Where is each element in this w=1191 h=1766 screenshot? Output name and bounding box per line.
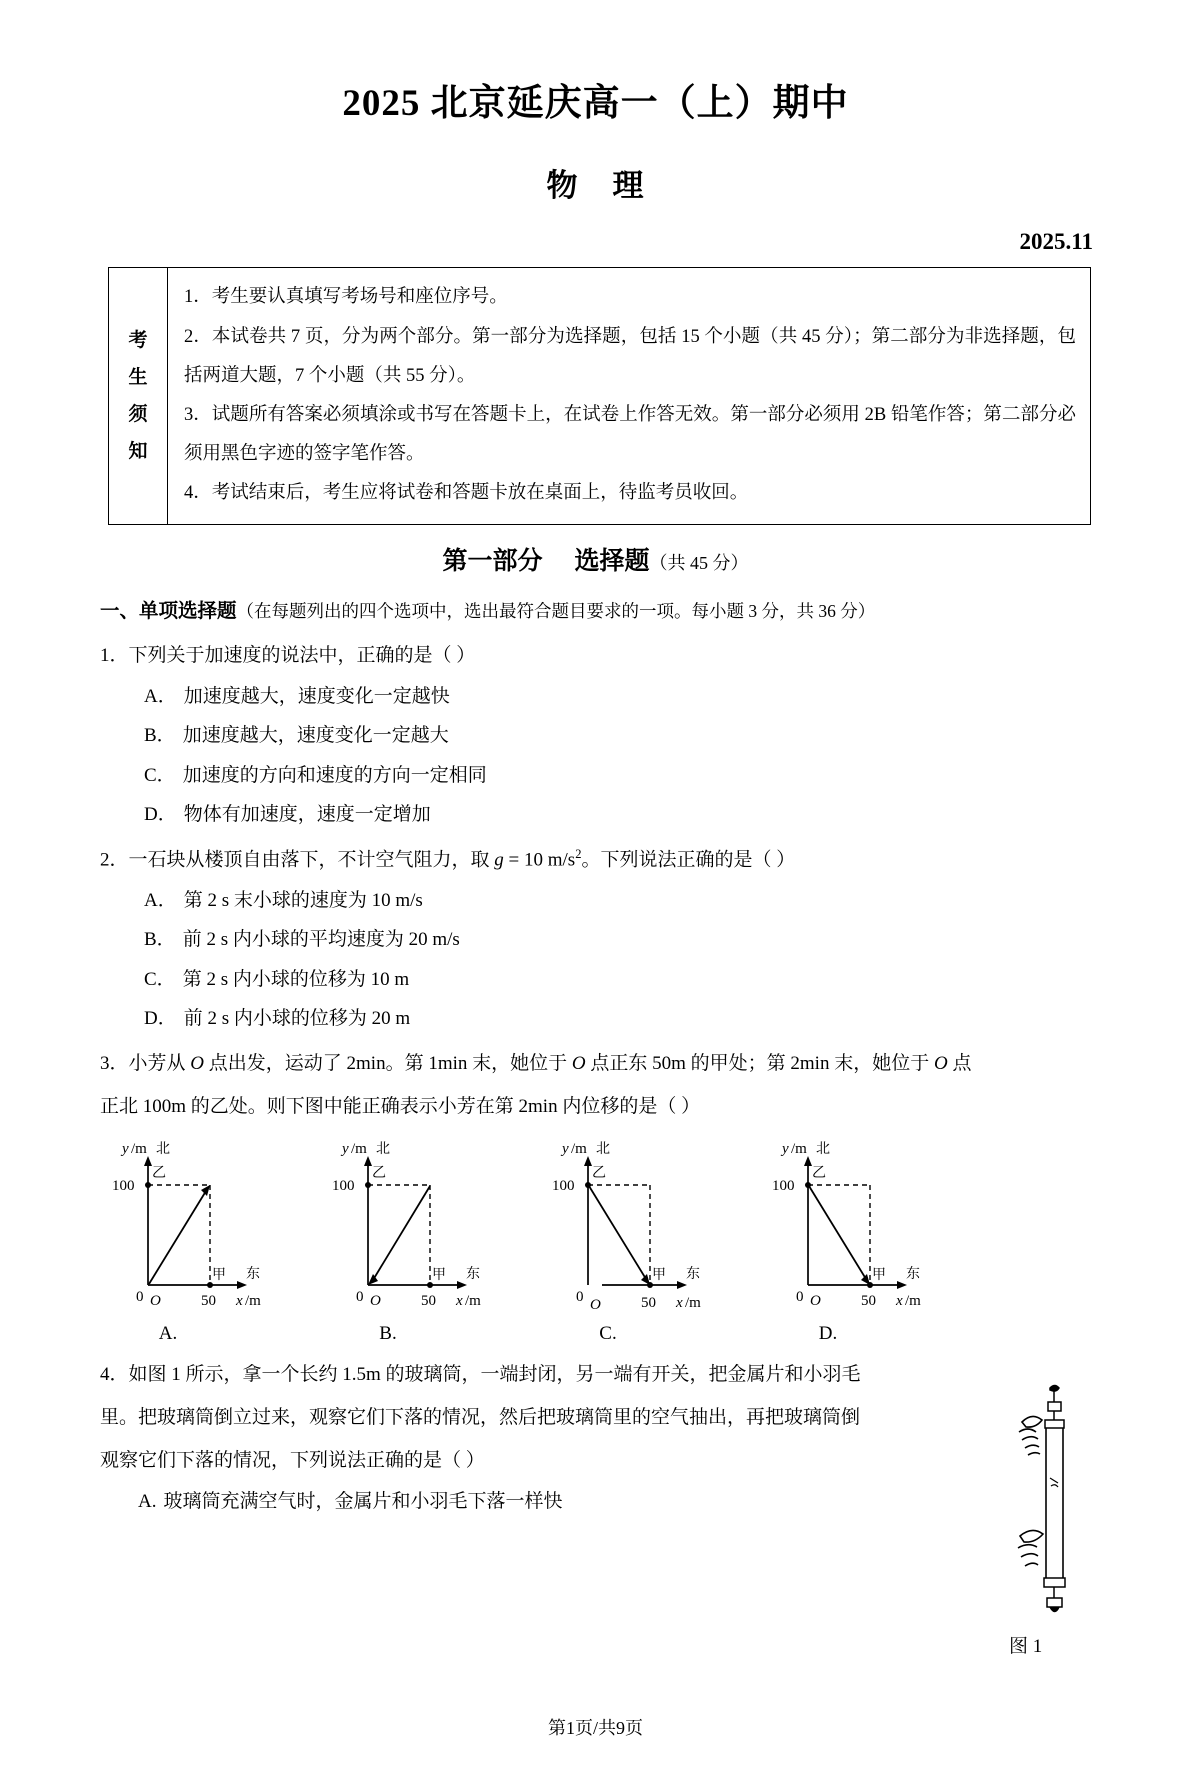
east-label: 东 [246, 1266, 260, 1283]
x-axis-label: x [676, 1295, 683, 1312]
question-3-figure-c[interactable] [540, 1139, 718, 1345]
question-4-number: 4． [100, 1364, 129, 1386]
figure-letter-c: C. [599, 1323, 617, 1345]
question-1-option-b[interactable] [144, 722, 1090, 751]
origin-O: O [810, 1293, 821, 1310]
question-3-line-2: 正北 100m 的乙处。则下图中能正确表示小芳在第 2min 内位移的是（ ） [100, 1095, 701, 1117]
option-label: B． [144, 929, 176, 951]
question-4-line-1 [100, 1359, 920, 1392]
subject-char-left: 物 [546, 168, 579, 204]
question-1-option-a[interactable] [144, 683, 1090, 712]
x-axis-label: x [456, 1293, 463, 1310]
lower-hand-icon [1018, 1530, 1043, 1566]
figure-1-caption: 图 1 [1009, 1636, 1043, 1657]
y-axis-unit: /m [791, 1141, 807, 1158]
coordinate-diagram-d [760, 1139, 938, 1314]
option-label: D． [144, 1008, 177, 1030]
notice-label-char-4: 知 [128, 440, 148, 463]
question-2-text-post: 。下列说法正确的是（ ） [581, 849, 796, 871]
question-1 [100, 641, 1090, 830]
candidate-notice-box [108, 267, 1091, 524]
option-label: A. [138, 1491, 157, 1513]
question-1-text: 下列关于加速度的说法中，正确的是（ ） [128, 645, 476, 667]
north-label: 北 [376, 1141, 390, 1158]
question-2-text-mid: = 10 m/s [503, 849, 576, 871]
notice-label-char-1: 考 [128, 328, 148, 351]
question-4-line-2: 里。把玻璃筒倒立过来，观察它们下落的情况，然后把玻璃筒里的空气抽出，再把玻璃筒倒 [100, 1406, 861, 1428]
y-axis-label: y [782, 1141, 789, 1158]
point-O-2: O [571, 1052, 586, 1074]
y-axis-unit: /m [131, 1141, 147, 1158]
q3-text-a: 小芳从 [128, 1052, 191, 1074]
objects-inside-tube [1050, 1478, 1058, 1487]
question-2 [100, 844, 1090, 1034]
option-text: 前 2 s 内小球的平均速度为 20 m/s [182, 929, 460, 951]
point-yi [145, 1182, 151, 1188]
label-jia: 甲 [872, 1267, 886, 1284]
question-1-stem [100, 641, 1090, 672]
coordinate-diagram-a [100, 1139, 278, 1314]
question-3 [100, 1048, 1092, 1123]
x-axis-unit: /m [685, 1295, 701, 1312]
label-jia: 甲 [212, 1267, 226, 1284]
y-tick-100: 100 [112, 1178, 135, 1195]
question-3-figure-a[interactable] [100, 1139, 278, 1345]
notice-body [168, 268, 1090, 523]
notice-item-3: 3．试题所有答案必须填涂或书写在答题卡上，在试卷上作答无效。第一部分必须用 2B 铅笔作答；第二部分必须用黑色字迹的签字笔作答。 [184, 405, 1076, 465]
figure-letter-d: D. [818, 1323, 838, 1345]
question-2-option-b[interactable] [144, 926, 1090, 955]
part-header [0, 541, 1191, 577]
y-axis-unit: /m [571, 1141, 587, 1158]
question-4-option-a[interactable] [138, 1488, 920, 1517]
point-O-1: O [190, 1052, 205, 1074]
y-tick-100: 100 [552, 1178, 575, 1195]
y-axis-label: y [122, 1141, 129, 1158]
origin-O: O [370, 1293, 381, 1310]
x-axis-label: x [896, 1293, 903, 1310]
exam-page [0, 82, 1191, 1766]
point-O-3: O [933, 1052, 948, 1074]
notice-item-1: 1．考生要认真填写考场号和座位序号。 [184, 287, 508, 308]
x-tick-50: 50 [861, 1293, 876, 1310]
notice-item-2: 2．本试卷共 7 页，分为两个部分。第一部分为选择题，包括 15 个小题（共 45 分）；第二部分为非选择题，包括两道大题，7 个小题（共 55 分）。 [184, 326, 1076, 386]
label-yi: 乙 [812, 1165, 826, 1182]
origin-zero: 0 [796, 1289, 804, 1306]
top-valve-icon [1045, 1386, 1064, 1429]
label-yi: 乙 [152, 1165, 166, 1182]
label-jia: 甲 [432, 1267, 446, 1284]
y-axis-label: y [562, 1141, 569, 1158]
y-tick-100: 100 [332, 1178, 355, 1195]
option-label: D． [144, 804, 177, 826]
page-title: 2025 北京延庆高一（上）期中 [342, 83, 849, 124]
notice-item-4: 4．考试结束后，考生应将试卷和答题卡放在桌面上，待监考员收回。 [184, 483, 749, 504]
exponent-2: 2 [575, 846, 582, 861]
figure-1-container [977, 1382, 1127, 1658]
section-title: 一、单项选择题 [100, 598, 237, 622]
notice-label-char-3: 须 [128, 403, 148, 426]
east-label: 东 [906, 1266, 920, 1283]
figure-letter-b: B. [379, 1323, 397, 1345]
coordinate-diagram-b [320, 1139, 498, 1314]
option-text: 第 2 s 内小球的位移为 10 m [182, 968, 410, 990]
x-axis-label: x [236, 1293, 243, 1310]
notice-label-char-2: 生 [128, 366, 148, 388]
question-2-stem [100, 844, 1090, 876]
question-4 [100, 1359, 920, 1517]
label-yi: 乙 [592, 1165, 606, 1182]
x-tick-50: 50 [201, 1293, 216, 1310]
north-label: 北 [156, 1141, 170, 1158]
option-text: 加速度越大，速度变化一定越快 [183, 685, 450, 707]
north-label: 北 [596, 1141, 610, 1158]
option-text: 加速度越大，速度变化一定越大 [182, 725, 449, 747]
question-1-number: 1． [100, 645, 129, 667]
east-label: 东 [686, 1266, 700, 1283]
x-axis-unit: /m [905, 1293, 921, 1310]
x-axis-unit: /m [465, 1293, 481, 1310]
option-label: C． [144, 968, 176, 990]
origin-zero: 0 [136, 1289, 144, 1306]
x-tick-50: 50 [421, 1293, 436, 1310]
subject-title [0, 160, 1191, 205]
point-yi [365, 1182, 371, 1188]
q3-text-b: 点出发，运动了 2min。第 1min 末，她位于 [204, 1052, 572, 1074]
question-3-figure-b[interactable] [320, 1139, 498, 1345]
option-label: B． [144, 725, 176, 747]
coordinate-diagram-c [540, 1139, 718, 1314]
option-label: A． [144, 889, 177, 911]
section-note: （在每题列出的四个选项中，选出最符合题目要求的一项。每小题 3 分，共 36 分） [236, 600, 876, 621]
section-header [100, 595, 1191, 627]
question-2-option-d[interactable] [144, 1005, 1090, 1034]
question-3-number: 3． [100, 1052, 129, 1074]
y-axis-label: y [342, 1141, 349, 1158]
east-label: 东 [466, 1266, 480, 1283]
option-text: 前 2 s 内小球的位移为 20 m [183, 1008, 411, 1030]
part-score-note: （共 45 分） [649, 552, 749, 573]
x-tick-50: 50 [641, 1295, 656, 1312]
question-3-figure-d[interactable] [760, 1139, 938, 1345]
exam-date: 2025.11 [1019, 229, 1093, 255]
notice-label-column [109, 268, 168, 523]
question-3-line-1 [100, 1048, 1092, 1081]
part-name: 第一部分 [442, 545, 543, 575]
option-text: 玻璃筒充满空气时，金属片和小羽毛下落一样快 [163, 1491, 563, 1513]
bottom-valve-icon [1044, 1578, 1065, 1612]
variable-g: g [494, 849, 504, 871]
origin-zero: 0 [356, 1289, 364, 1306]
option-text: 加速度的方向和速度的方向一定相同 [182, 764, 487, 786]
q3-text-c: 点正东 50m 的甲处；第 2min 末，她位于 [585, 1052, 934, 1074]
option-label: A． [144, 685, 177, 707]
question-1-option-d[interactable] [144, 801, 1090, 830]
origin-zero: 0 [576, 1289, 584, 1306]
option-label: C． [144, 764, 176, 786]
north-label: 北 [816, 1141, 830, 1158]
y-tick-100: 100 [772, 1178, 795, 1195]
question-1-option-c[interactable] [144, 762, 1090, 791]
label-jia: 甲 [652, 1267, 666, 1284]
glass-tube-body [1046, 1428, 1063, 1578]
question-2-text-pre: 一石块从楼顶自由落下，不计空气阻力，取 [128, 849, 495, 871]
part-type: 选择题 [574, 545, 650, 575]
y-axis-unit: /m [351, 1141, 367, 1158]
x-axis-unit: /m [245, 1293, 261, 1310]
origin-O: O [150, 1293, 161, 1310]
glass-tube-figure [992, 1382, 1112, 1622]
label-yi: 乙 [372, 1165, 386, 1182]
option-text: 第 2 s 末小球的速度为 10 m/s [183, 889, 423, 911]
figure-letter-a: A. [158, 1323, 178, 1345]
q3-text-d: 点 [947, 1052, 972, 1074]
question-4-text-1: 如图 1 所示，拿一个长约 1.5m 的玻璃筒，一端封闭，另一端有开关，把金属片和小羽毛 [128, 1364, 861, 1386]
question-2-option-a[interactable] [144, 887, 1090, 916]
origin-O: O [590, 1297, 601, 1314]
question-3-figure-row [100, 1139, 1191, 1345]
page-footer: 第1页/共9页 [547, 1718, 643, 1738]
question-2-number: 2． [100, 849, 129, 871]
option-text: 物体有加速度，速度一定增加 [183, 804, 431, 826]
question-4-line-3: 观察它们下落的情况，下列说法正确的是（ ） [100, 1449, 485, 1471]
subject-char-right: 理 [612, 168, 645, 204]
question-2-option-c[interactable] [144, 966, 1090, 995]
upper-hand-icon [1019, 1416, 1042, 1455]
